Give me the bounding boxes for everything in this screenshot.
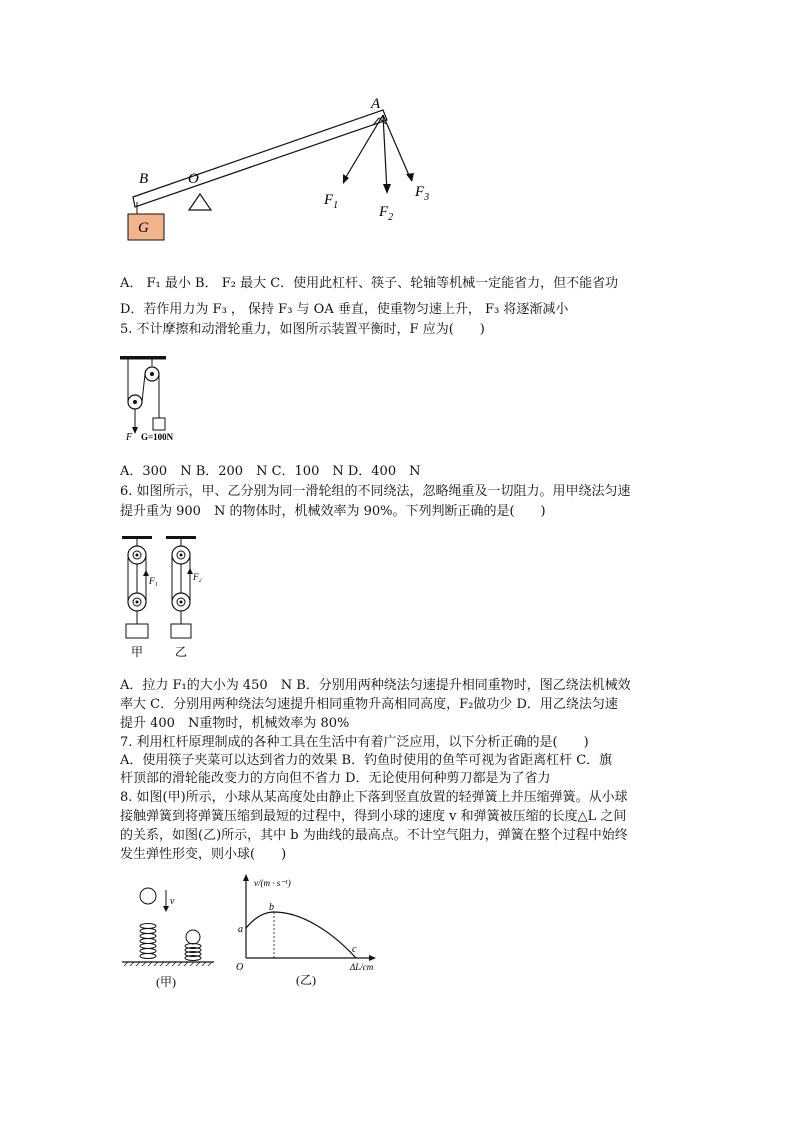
spring-figure-jia <box>118 882 218 990</box>
jia-weight <box>126 624 148 638</box>
ball-on-spring <box>186 930 200 944</box>
q6-options-line-1: A．拉力 F₁的大小为 450 N B．分别用两种绕法匀速提升相同重物时，图乙绕法机械效 <box>120 678 631 693</box>
q6-stem-line-1: 6. 如图所示，甲、乙分别为同一滑轮组的不同绕法，忽略绳重及一切阻力。用甲绕法匀速 <box>120 484 631 499</box>
q6-fig-yi: 乙 <box>175 645 188 659</box>
svg-text:F2 <box>378 204 393 223</box>
force-F2-arrow <box>383 115 387 192</box>
label-F2-sub: 2 <box>388 212 394 223</box>
q6-options-line-3: 提升 400 N重物时，机械效率为 80% <box>120 716 350 731</box>
q8-fig-c: c <box>352 944 357 955</box>
q8-stem-line-4: 发生弹性形变，则小球( ) <box>120 847 287 862</box>
q6-stem-line-2: 提升重为 900 N 的物体时，机械效率为 90%。下列判断正确的是( ) <box>120 504 546 519</box>
force-F3-arrow <box>383 115 411 180</box>
spring-tall <box>140 924 156 959</box>
q6-fig-jia: 甲 <box>131 645 144 659</box>
q8-fig-xlabel: ΔL/cm <box>350 962 374 972</box>
lever-figure <box>115 90 445 250</box>
q7-options-line-1: A．使用筷子夹菜可以达到省力的效果 B．钓鱼时使用的鱼竿可视为省距离杠杆 C．旗 <box>120 753 613 768</box>
q8-fig-ylabel: v/(m · s⁻¹) <box>254 878 291 888</box>
q8-fig-yi: (乙) <box>296 973 316 987</box>
label-F3-sub: 3 <box>424 192 430 203</box>
label-G: G <box>138 220 149 236</box>
spring-compressed <box>185 944 201 961</box>
q7-stem: 7. 利用杠杆原理制成的各种工具在生活中有着广泛应用，以下分析正确的是( ) <box>120 735 589 750</box>
pulley-figure-q5 <box>115 352 195 444</box>
label-F3: F <box>415 184 425 200</box>
q5-fig-F: F <box>126 432 133 443</box>
q6-fig-F2: F₂ <box>193 572 202 582</box>
label-A: A <box>371 96 381 112</box>
velocity-curve <box>246 912 356 958</box>
q8-fig-v: v <box>170 896 175 907</box>
velocity-graph-yi <box>232 872 392 990</box>
q8-stem-line-3: 的关系，如图(乙)所示，其中 b 为曲线的最高点。不计空气阻力，弹簧在整个过程中始终 <box>120 828 628 843</box>
q8-fig-O: O <box>236 962 244 973</box>
q6-fig-F1: F₁ <box>149 576 158 586</box>
svg-text:F3 <box>414 184 429 203</box>
q7-options-line-2: 杆顶部的滑轮能改变力的方向但不省力 D．无论使用何种剪刀都是为了省力 <box>120 771 551 786</box>
q8-fig-a: a <box>238 924 243 935</box>
label-F2: F <box>379 204 389 220</box>
q8-fig-jia: (甲) <box>156 975 176 989</box>
weight-100N <box>153 418 165 430</box>
label-B: B <box>139 171 149 187</box>
q5-options: A．300 N B．200 N C．100 N D．400 N <box>120 464 421 479</box>
svg-text:F1 <box>323 192 338 211</box>
q6-options-line-2: 率大 C．分别用两种绕法匀速提升相同重物升高相同高度，F₂做功少 D．用乙绕法匀速 <box>120 697 618 712</box>
label-F1: F <box>324 192 334 208</box>
yi-weight <box>171 624 191 638</box>
q5-stem: 5. 不计摩擦和动滑轮重力，如图所示装置平衡时，F 应为( ) <box>120 322 485 337</box>
ball-falling <box>140 888 156 904</box>
q8-stem-line-2: 接触弹簧到将弹簧压缩到最短的过程中，得到小球的速度 v 和弹簧被压缩的长度△L 之间 <box>120 809 627 824</box>
pivot-triangle <box>189 194 211 210</box>
q5-fig-G: G=100N <box>141 432 174 442</box>
q4-options-line-2: D．若作用力为 F₃ ， 保持 F₃ 与 OA 垂直，使重物匀速上升， F₃ 将逐渐减小 <box>120 302 569 317</box>
label-O: O <box>188 171 199 187</box>
q8-fig-b: b <box>269 902 274 913</box>
q8-stem-line-1: 8. 如图(甲)所示，小球从某高度处由静止下落到竖直放置的轻弹簧上并压缩弹簧。从小球 <box>120 790 628 805</box>
lever-bar <box>133 110 387 207</box>
pulley-figure-q6 <box>118 532 218 660</box>
q4-options-line-1: A． F₁ 最小 B． F₂ 最大 C．使用此杠杆、筷子、轮轴等机械一定能省力，但不能省功 <box>120 276 619 291</box>
label-F1-sub: 1 <box>333 200 339 211</box>
